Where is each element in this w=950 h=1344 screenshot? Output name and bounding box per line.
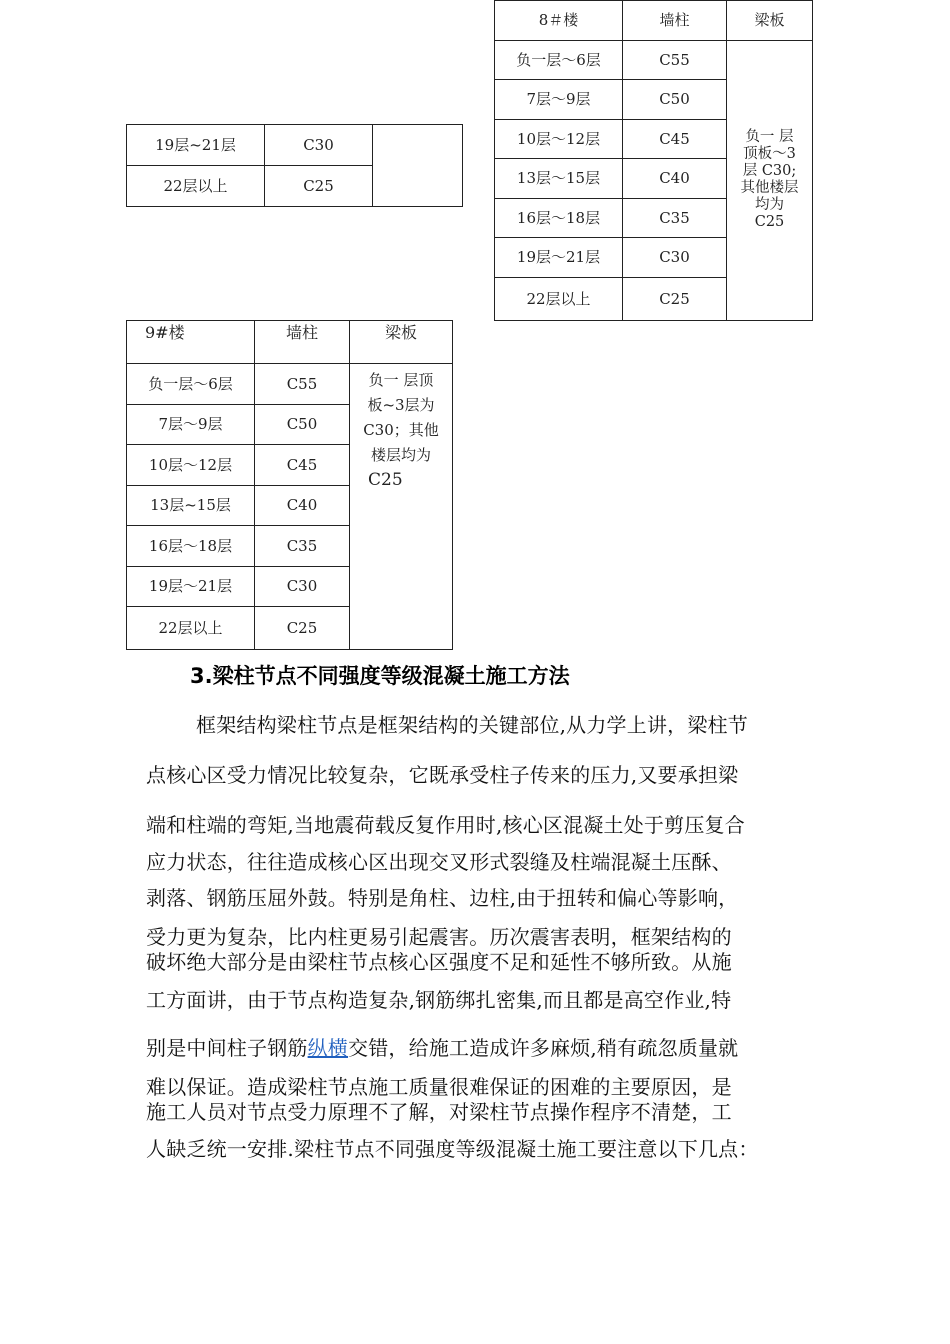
paragraph-line: 受力更为复杂，比内柱更易引起震害。历次震害表明，框架结构的: [146, 925, 732, 949]
beam-slab-note-cell: [727, 40, 813, 320]
beam-note-line: 板~3层为: [367, 396, 435, 414]
beam-note-line: 顶板～3: [743, 146, 796, 162]
wall-column-grade-cell: C30: [623, 238, 727, 278]
line-text: 别是中间柱子钢筋: [146, 1036, 308, 1060]
wall-column-grade-cell: C30: [255, 566, 350, 607]
wall-column-grade-cell: C25: [255, 607, 350, 650]
paragraph-line: [146, 1032, 738, 1061]
header-beam-slab: 梁板: [350, 321, 453, 364]
header-building: 9#楼: [127, 321, 255, 364]
floor-range-cell: 7层～9层: [127, 404, 255, 445]
building-8-concrete-table: [494, 0, 813, 321]
floor-range-cell: 22层以上: [127, 607, 255, 650]
beam-note-line: 其他楼层: [740, 180, 799, 196]
beam-slab-note-cell: [350, 364, 453, 650]
paragraph-line: 施工人员对节点受力原理不了解，对梁柱节点操作程序不清楚，工: [146, 1100, 732, 1124]
beam-slab-cell: [373, 125, 463, 207]
wall-column-grade-cell: C45: [255, 445, 350, 486]
beam-note-line: C30；其他: [363, 421, 439, 439]
header-wall-column: 墙柱: [623, 1, 727, 41]
floor-range-cell: 10层～12层: [127, 445, 255, 486]
wall-column-grade-cell: C25: [623, 277, 727, 320]
floor-range-cell: 负一层～6层: [127, 364, 255, 405]
header-wall-column: 墙柱: [255, 321, 350, 364]
header-beam-slab: 梁板: [727, 1, 813, 41]
floor-range-cell: 负一层～6层: [495, 40, 623, 80]
paragraph-line: 难以保证。造成梁柱节点施工质量很难保证的困难的主要原因，是: [146, 1075, 732, 1099]
term-link[interactable]: 纵横: [307, 1036, 349, 1060]
wall-column-grade-cell: C40: [255, 485, 350, 526]
header-building: 8＃楼: [495, 1, 623, 41]
paragraph-line: 剥落、钢筋压屈外鼓。特别是角柱、边柱,由于扭转和偏心等影响，: [146, 886, 739, 910]
floor-range-cell: 13层~15层: [127, 485, 255, 526]
wall-column-grade-cell: C45: [623, 119, 727, 159]
floor-range-cell: 16层～18层: [127, 526, 255, 567]
table-row: [127, 125, 463, 166]
paragraph-line: 破坏绝大部分是由梁柱节点核心区强度不足和延性不够所致。从施: [146, 950, 732, 974]
section-heading: 3.梁柱节点不同强度等级混凝土施工方法: [190, 664, 570, 688]
wall-column-grade-cell: C55: [623, 40, 727, 80]
floor-range-cell: 13层～15层: [495, 159, 623, 199]
wall-column-grade-cell: C55: [255, 364, 350, 405]
paragraph-line: 点核心区受力情况比较复杂，它既承受柱子传来的压力,又要承担梁: [146, 763, 739, 787]
wall-column-grade-cell: C50: [623, 80, 727, 120]
beam-note-line: C25: [368, 470, 403, 490]
beam-note-line: 均为: [755, 197, 784, 213]
building-9-concrete-table: [126, 320, 453, 650]
paragraph-line: 人缺乏统一安排.梁柱节点不同强度等级混凝土施工要注意以下几点：: [146, 1137, 759, 1161]
floor-range-cell: 22层以上: [495, 277, 623, 320]
table-row: [127, 364, 453, 405]
paragraph-line: 应力状态，往往造成核心区出现交叉形式裂缝及柱端混凝土压酥、: [146, 850, 732, 874]
floor-range-cell: 19层～21层: [127, 566, 255, 607]
beam-note-line: 负一 层: [745, 129, 794, 145]
table-row: [495, 40, 813, 80]
concrete-grade-table-partial: [126, 124, 463, 207]
wall-column-grade-cell: C30: [265, 125, 373, 166]
floor-range-cell: 19层~21层: [127, 125, 265, 166]
floor-range-cell: 19层～21层: [495, 238, 623, 278]
wall-column-grade-cell: C40: [623, 159, 727, 199]
wall-column-grade-cell: C35: [255, 526, 350, 567]
line-text: 交错，给施工造成许多麻烦,稍有疏忽质量就: [348, 1036, 739, 1060]
wall-column-grade-cell: C50: [255, 404, 350, 445]
floor-range-cell: 10层～12层: [495, 119, 623, 159]
paragraph-line: 框架结构梁柱节点是框架结构的关键部位,从力学上讲，梁柱节: [196, 713, 748, 737]
wall-column-grade-cell: C25: [265, 166, 373, 207]
wall-column-grade-cell: C35: [623, 198, 727, 238]
beam-note-line: 层 C30;: [742, 163, 797, 179]
paragraph-line: 工方面讲，由于节点构造复杂,钢筋绑扎密集,而且都是高空作业,特: [146, 988, 732, 1012]
beam-note-line: 负一 层顶: [368, 371, 434, 389]
floor-range-cell: 16层～18层: [495, 198, 623, 238]
paragraph-line: 端和柱端的弯矩,当地震荷载反复作用时,核心区混凝土处于剪压复合: [146, 813, 745, 837]
beam-note-line: 楼层均为: [370, 446, 431, 464]
floor-range-cell: 7层～9层: [495, 80, 623, 120]
table-header-row: [127, 321, 453, 364]
table-header-row: [495, 1, 813, 41]
floor-range-cell: 22层以上: [127, 166, 265, 207]
beam-note-line: C25: [754, 214, 785, 230]
